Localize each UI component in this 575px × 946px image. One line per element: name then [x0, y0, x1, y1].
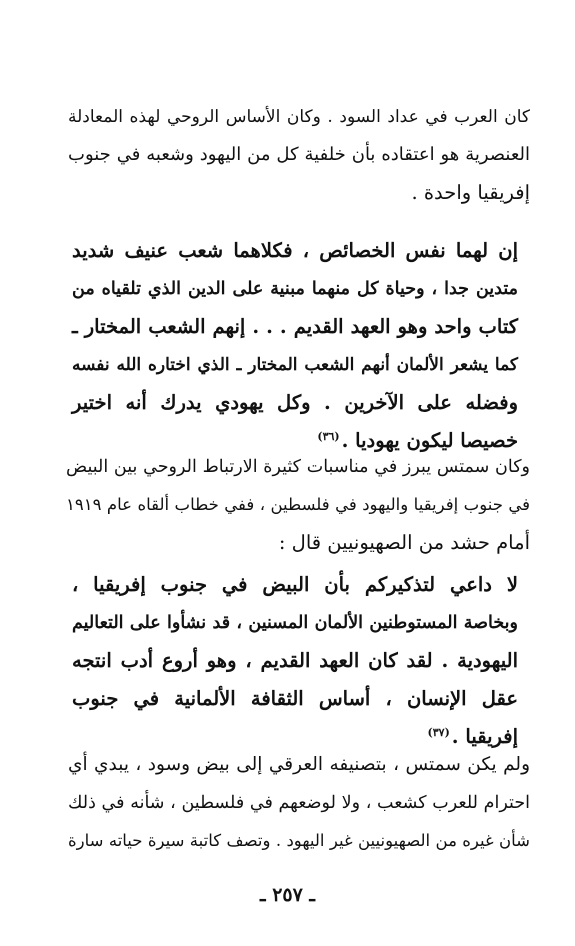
quote-line: لا داعي لتذكيركم بأن البيض في جنوب إفريقيا ،	[72, 573, 518, 596]
text-line: في جنوب إفريقيا واليهود في فلسطين ، ففي خطاب ألقاه عام ١٩١٩	[66, 495, 530, 514]
footnote-marker: (٣٦)	[317, 429, 340, 443]
page-number: ـ ٢٥٧ ـ	[260, 884, 315, 906]
footnote-marker: (٣٧)	[427, 725, 450, 739]
quote-text: خصيصا ليكون يهوديا .	[341, 429, 518, 452]
quote-line: إن لهما نفس الخصائص ، فكلاهما شعب عنيف شديد	[72, 239, 518, 262]
text-line: ولم يكن سمتس ، بتصنيفه العرقي إلى بيض وسود ، يبدي أي	[68, 754, 530, 775]
quote-line: متدين جدا ، وحياة كل منهما مبنية على الدين الذي تلقياه من	[72, 279, 518, 299]
quote-line: وفضله على الآخرين . وكل يهودي يدرك أنه اختير	[72, 391, 518, 414]
quote-line: عقل الإنسان ، أساس الثقافة الألمانية في جنوب	[72, 687, 518, 710]
quote-line: وبخاصة المستوطنين الألمان المسنين ، قد نشأوا على التعاليم	[72, 613, 518, 633]
text-line: وكان سمتس يبرز في مناسبات كثيرة الارتباط الروحي بين البيض	[66, 457, 530, 477]
quote-block-2	[72, 566, 518, 756]
text-line: العنصرية هو اعتقاده بأن خلفية كل من اليهود وشعبه في جنوب	[68, 144, 530, 165]
paragraph-1	[68, 98, 530, 212]
quote-line: كما يشعر الألمان أنهم الشعب المختار ـ الذي اختاره الله نفسه	[72, 355, 518, 375]
paragraph-2	[66, 448, 530, 562]
quote-text: إفريقيا .	[451, 725, 518, 748]
quote-block-1	[72, 232, 518, 460]
quote-line: كتاب واحد وهو العهد القديم . . . إنهم الشعب المختار ـ	[72, 315, 518, 338]
quote-line: اليهودية . لقد كان العهد القديم ، وهو أروع أدب انتجه	[72, 649, 518, 672]
text-line: كان العرب في عداد السود . وكان الأساس الروحي لهذه المعادلة	[68, 107, 530, 127]
text-line: إفريقيا واحدة .	[411, 181, 530, 204]
text-line: شأن غيره من الصهيونيين غير اليهود . وتصف كاتبة سيرة حياته سارة	[68, 831, 530, 850]
paragraph-3	[68, 746, 530, 860]
text-line: أمام حشد من الصهيونيين قال :	[278, 531, 530, 554]
text-line: احترام للعرب كشعب ، ولا لوضعهم في فلسطين ، شأنه في ذلك	[68, 793, 530, 813]
